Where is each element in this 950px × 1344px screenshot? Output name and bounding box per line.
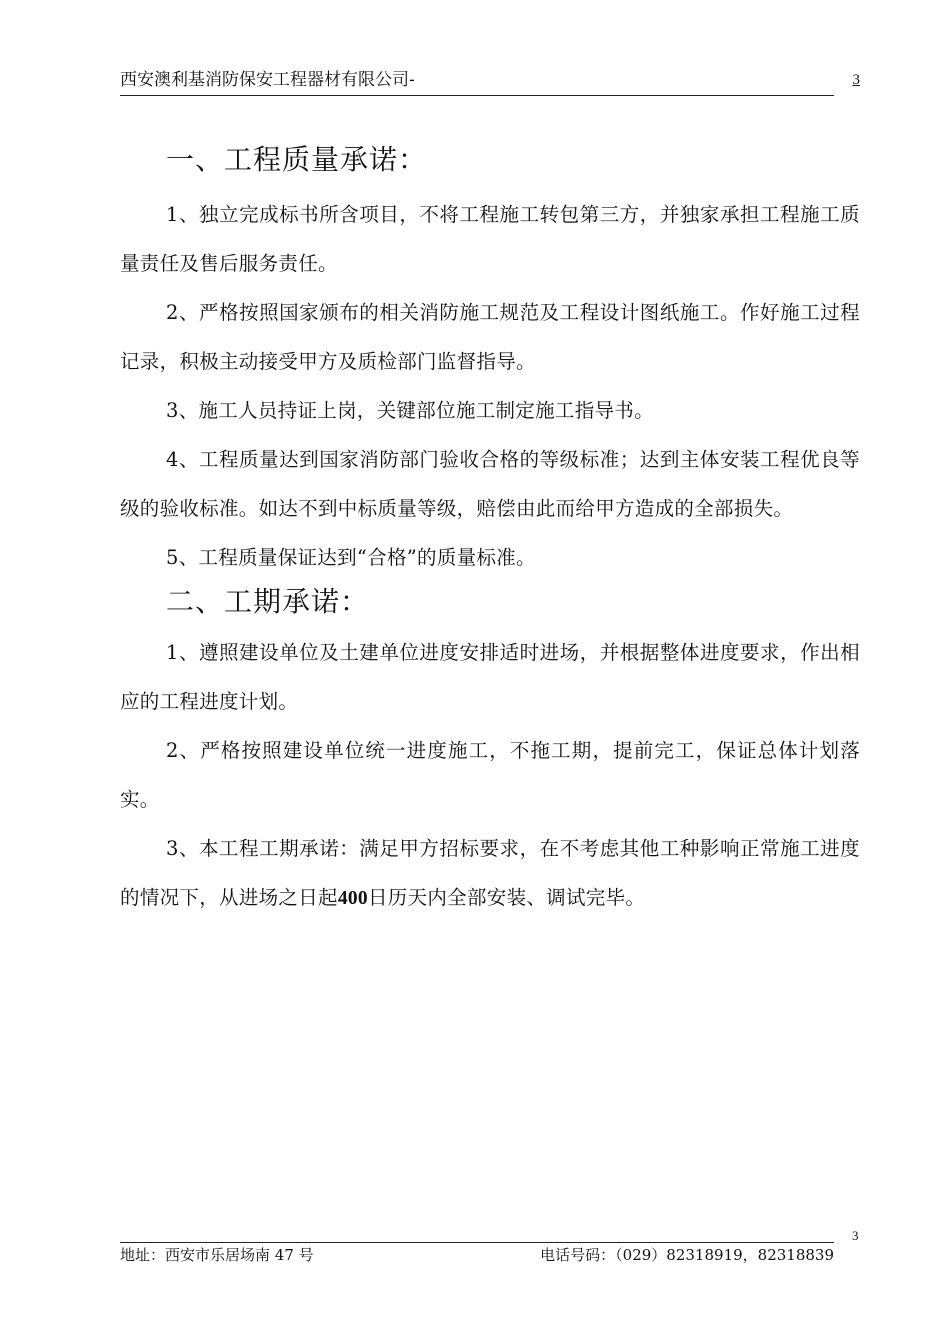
quality-item-3: 3、施工人员持证上岗，关键部位施工制定施工指导书。 — [166, 399, 654, 422]
footer-phone: 电话号码：（029）82318919，82318839 — [540, 1246, 834, 1264]
footer-divider — [120, 1242, 834, 1243]
header-page-number: 3 — [852, 72, 860, 88]
quality-item-2: 2、严格按照国家颁布的相关消防施工规范及工程设计图纸施工。作好施工过程记录，积极主动接受甲方及质检部门监督指导。 — [120, 301, 860, 373]
footer-address: 地址：西安市乐居场南 47 号 — [120, 1246, 314, 1264]
page-footer — [120, 1244, 834, 1268]
schedule-item-3-prefix: 3、本工程工期承诺：满足甲方招标要求，在不考虑其他工种影响正常施工进度的情况下，从进场之日起 — [120, 837, 860, 909]
footer-page-number: 3 — [852, 1228, 859, 1243]
document-body — [120, 130, 860, 923]
quality-item-1: 1、独立完成标书所含项目，不将工程施工转包第三方，并独家承担工程施工质量责任及售后服务责任。 — [120, 203, 860, 275]
schedule-item-2: 2、严格按照建设单位统一进度施工，不拖工期，提前完工，保证总体计划落实。 — [120, 739, 860, 811]
page-header — [120, 68, 860, 96]
header-divider — [120, 95, 834, 96]
header-company-name: 西安澳利基消防保安工程器材有限公司- — [120, 70, 415, 90]
quality-item-4: 4、工程质量达到国家消防部门验收合格的等级标准；达到主体安装工程优良等级的验收标准。如达不到中标质量等级，赔偿由此而给甲方造成的全部损失。 — [120, 448, 860, 520]
quality-item-5: 5、工程质量保证达到“合格”的质量标准。 — [166, 546, 536, 569]
schedule-item-1: 1、遵照建设单位及土建单位进度安排适时进场，并根据整体进度要求，作出相应的工程进度计划。 — [120, 641, 860, 713]
schedule-item-3 — [120, 824, 860, 923]
section-quality-title: 一、工程质量承诺： — [166, 143, 428, 176]
section-schedule-title: 二、工期承诺： — [166, 585, 370, 618]
schedule-days-value: 400 — [337, 888, 368, 909]
schedule-item-3-suffix: 日历天内全部安装、调试完毕。 — [367, 886, 646, 909]
